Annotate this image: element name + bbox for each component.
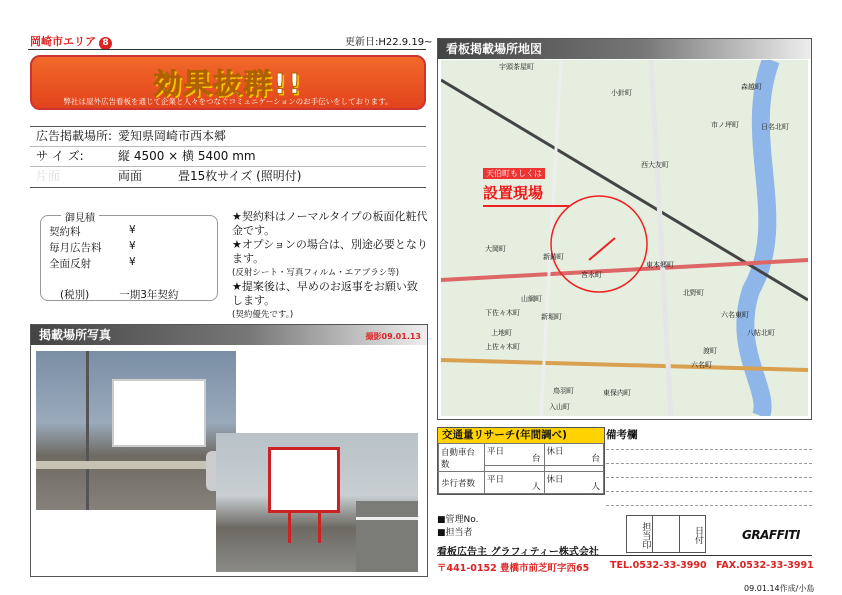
map-place: 宇頭茶屋町	[499, 63, 534, 71]
note-2: ★オプションの場合は、別途必要となります。	[232, 238, 428, 265]
banner-subtitle: 弊社は屋外広告看板を通じて企業と人々をつなぐコミュニケーションのお手伝いをしております。	[63, 97, 393, 106]
site-label: 設置現場	[483, 184, 544, 202]
footer-rule	[437, 555, 812, 556]
manage-number-label: ■管理No.	[437, 515, 479, 525]
estimate-monthly-yen: ¥	[129, 240, 136, 252]
map-place: 六名東町	[721, 311, 749, 319]
remark-line	[606, 463, 812, 464]
face-detail: 畳15枚サイズ (照明付)	[178, 169, 302, 183]
map-place: 森越町	[741, 83, 762, 91]
holiday-label: 休日	[546, 475, 564, 485]
site-photo-near	[216, 433, 418, 572]
note-2-detail: (反射シート・写真フィルム・エアブラシ等)	[232, 268, 400, 278]
billboard-face-near	[268, 447, 340, 513]
size-row	[30, 147, 426, 167]
map-place: 小針町	[611, 89, 632, 97]
company-tel: TEL.0532-33-3990	[610, 560, 707, 571]
guardrail	[356, 517, 418, 520]
map-place: 六名町	[691, 361, 712, 369]
estimate-tax-row	[60, 287, 178, 302]
map-place: 新堀町	[541, 313, 562, 321]
river	[745, 60, 771, 416]
location-row	[30, 127, 426, 147]
road	[356, 501, 418, 572]
created-note: 09.01.14作成/小島	[744, 584, 815, 593]
map-place: 市ノ坪町	[711, 121, 739, 129]
note-3-detail: (契約優先です。)	[232, 310, 294, 320]
face-row	[30, 167, 426, 187]
traffic-title: 交通量リサーチ(年間調べ)	[438, 428, 604, 443]
map-place: 渡町	[703, 347, 717, 355]
map-place: 上佐々木町	[485, 343, 520, 351]
estimate-reflect-label: 全面反射	[49, 258, 91, 270]
map-place: 北野町	[683, 289, 704, 297]
billboard-leg	[288, 513, 291, 543]
date-label: 日付	[692, 526, 703, 544]
face-value: 両面	[118, 169, 143, 183]
site-arrow	[589, 238, 615, 260]
holiday-label: 休日	[546, 447, 564, 457]
company-name: 看板広告主 グラフィティー株式会社	[437, 547, 599, 558]
map-place: 東保内町	[603, 389, 631, 397]
map-place: 宮永町	[581, 271, 602, 279]
map-place: 東本郷町	[646, 261, 674, 269]
weekday-label: 平日	[487, 475, 505, 485]
map-place: 新鋳町	[543, 253, 564, 261]
map-panel	[437, 38, 812, 420]
face-label: 片面	[36, 169, 61, 183]
billboard-info	[30, 126, 426, 188]
car-unit: 台	[591, 454, 600, 464]
walk-weekday	[485, 472, 545, 494]
header-rule	[28, 49, 426, 50]
remarks-title: 備考欄	[606, 429, 638, 441]
photo-panel-title: 掲載場所写真	[39, 328, 112, 342]
contract-term: 一期3年契約	[119, 289, 179, 301]
car-weekday	[485, 444, 545, 466]
car-unit: 台	[531, 454, 541, 464]
photo-date: 撮影09.01.13	[365, 332, 421, 341]
size-value: 縦 4500 × 横 5400 mm	[118, 149, 256, 163]
car-count-label: 自動車台数	[439, 444, 485, 472]
promo-banner	[30, 55, 426, 110]
photo-panel-header	[31, 325, 427, 345]
estimate-reflect-yen: ¥	[129, 256, 136, 268]
map-place: 鳥羽町	[553, 387, 574, 395]
area-label: 岡崎市エリア 8	[30, 33, 112, 50]
notes	[232, 210, 428, 322]
stamp-box	[626, 515, 706, 553]
stamp-blank	[653, 516, 679, 552]
utility-pole	[86, 351, 89, 510]
walk-holiday	[544, 472, 604, 494]
traffic-table	[438, 443, 604, 494]
billboard-leg	[318, 513, 321, 543]
site-tag: 天伯町もしくは	[483, 168, 545, 179]
walk-unit: 人	[531, 482, 541, 492]
pedestrian-count-label: 歩行者数	[439, 472, 485, 494]
walk-unit: 人	[591, 482, 600, 492]
location-label: 広告掲載場所:	[36, 129, 113, 143]
area-number-badge: 8	[99, 37, 112, 50]
location-value: 愛知県岡崎市西本郷	[118, 129, 227, 143]
company-address: 〒441-0152 豊橋市前芝町字西65	[437, 563, 590, 574]
map-graphic	[441, 60, 808, 416]
location-map	[441, 60, 808, 416]
remark-line	[606, 491, 812, 492]
estimate-monthly-label: 毎月広告料	[49, 242, 102, 254]
estimate-contract-yen: ¥	[129, 224, 136, 236]
banner-title: 効果抜群!!	[153, 67, 303, 100]
manager-info	[437, 512, 478, 538]
map-place: 山綱町	[521, 295, 542, 303]
updated-date: 更新日:H22.9.19~	[345, 37, 433, 48]
map-place: 大岡町	[485, 245, 506, 253]
map-panel-title: 看板掲載場所地図	[446, 42, 543, 56]
remark-line	[606, 449, 812, 450]
map-place: 日名北町	[761, 123, 789, 131]
note-3: ★提案後は、早めのお返事をお願い致します。	[232, 280, 418, 307]
map-place: 上地町	[491, 329, 512, 337]
tax-label: (税別)	[60, 289, 90, 301]
person-in-charge-label: ■担当者	[437, 528, 473, 538]
company-fax: FAX.0532-33-3991	[716, 560, 814, 571]
map-place: 西大友町	[641, 161, 669, 169]
estimate-title: 御見積	[61, 209, 99, 224]
weekday-label: 平日	[487, 447, 505, 457]
road-north-south	[651, 60, 671, 416]
site-photo-far	[36, 351, 236, 510]
company-logo: GRAFFITI	[742, 528, 800, 542]
map-panel-header	[438, 39, 811, 59]
car-holiday	[544, 444, 604, 466]
billboard-face	[112, 379, 206, 447]
note-1: ★契約料はノーマルタイプの板面化粧代金です。	[232, 210, 428, 237]
map-place: 入山町	[549, 403, 570, 411]
remark-line	[606, 477, 812, 478]
map-place: 下佐々木町	[485, 309, 520, 317]
stamp-label: 担当印	[627, 516, 653, 552]
remark-line	[606, 505, 812, 506]
map-place: 八帖北町	[747, 329, 775, 337]
size-label: サ イ ズ:	[36, 149, 84, 163]
remarks-box	[606, 427, 812, 522]
traffic-research	[437, 427, 605, 495]
estimate-contract-label: 契約料	[49, 226, 81, 238]
